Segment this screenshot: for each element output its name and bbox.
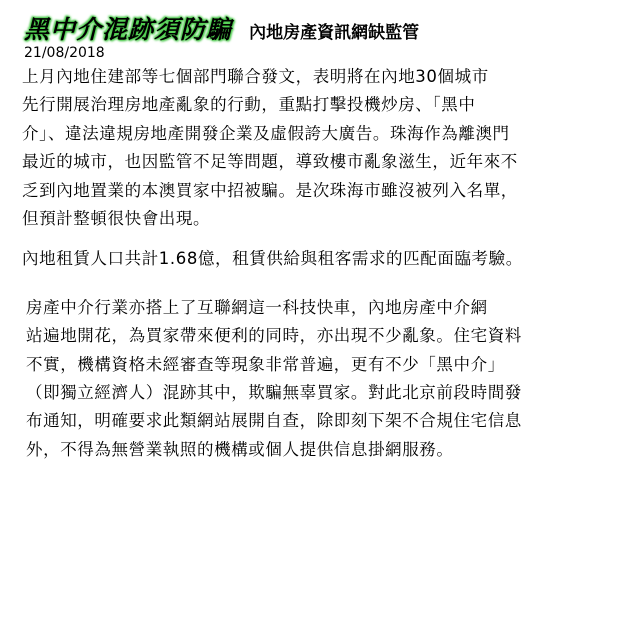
paragraph-line: 房產中介行業亦搭上了互聯網這一科技快車，內地房產中介網	[26, 297, 488, 317]
paragraph-line: 外，不得為無營業執照的機構或個人提供信息掛網服務。	[26, 439, 454, 459]
paragraph-line: 內地租賃人口共計1.68億，租賃供給與租客需求的匹配面臨考驗。	[22, 249, 523, 269]
subtitle: 內地房產資訊網缺監管	[249, 23, 420, 43]
paragraph-line: 乏到內地置業的本澳買家中招被騙。是次珠海市雖沒被列入名單，	[22, 180, 518, 200]
paragraph-line: 介」、違法違規房地產開發企業及虛假誇大廣告。珠海作為離澳門	[22, 123, 510, 143]
headline: 黑中介混跡須防騙	[24, 15, 233, 44]
paragraph-2	[22, 245, 628, 273]
paragraph-line: 站遍地開花，為買家帶來便利的同時，亦出現不少亂象。住宅資料	[26, 326, 522, 346]
paragraph-line: 布通知，明確要求此類網站展開自查，除即刻下架不合規住宅信息	[26, 411, 522, 431]
article-body	[22, 62, 628, 464]
paragraph-3	[22, 294, 628, 464]
article-header	[24, 10, 624, 44]
paragraph-line: 但預計整頓很快會出現。	[22, 209, 211, 229]
paragraph-line: 最近的城市，也因監管不足等問題，導致樓市亂象滋生，近年來不	[22, 152, 518, 172]
paragraph-1	[22, 62, 628, 233]
publish-date: 21/08/2018	[24, 45, 105, 61]
paragraph-line: （即獨立經濟人）混跡其中，欺騙無辜買家。對此北京前段時間發	[26, 383, 522, 403]
paragraph-line: 先行開展治理房地產亂象的行動，重點打擊投機炒房、「黑中	[22, 95, 476, 115]
paragraph-line: 不實，機構資格未經審查等現象非常普遍，更有不少「黑中介」	[26, 354, 505, 374]
paragraph-line: 上月內地住建部等七個部門聯合發文，表明將在內地30個城市	[22, 67, 489, 86]
